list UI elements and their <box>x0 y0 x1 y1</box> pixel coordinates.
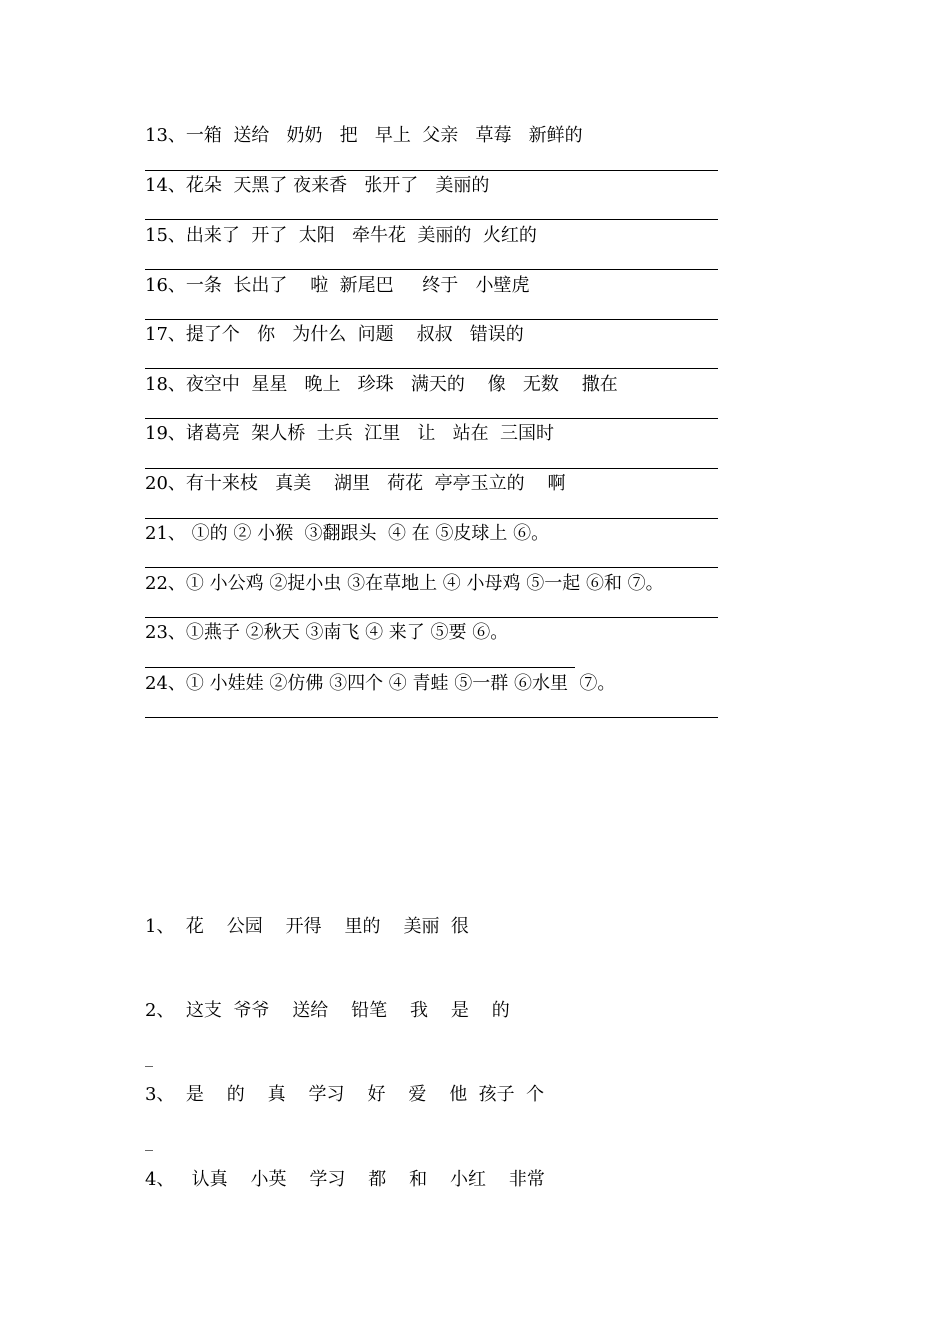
word-list: 夜空中 星星 晚上 珍珠 满天的 像 无数 撒在 <box>185 374 618 395</box>
item-number: 18、 <box>145 374 186 395</box>
answer-line <box>145 468 718 469</box>
sentence-21 <box>145 522 549 546</box>
word-list: 认真 小英 学习 都 和 小红 非常 <box>174 1169 545 1190</box>
word-list: ①的 ② 小猴 ③翻跟头 ④ 在 ⑤皮球上 ⑥。 <box>185 523 550 544</box>
item-number: 2、 <box>145 1000 175 1021</box>
item-number: 13、 <box>145 125 186 146</box>
sentence-19 <box>145 422 554 446</box>
sentence-14 <box>145 174 489 198</box>
answer-dash: _ <box>145 1048 153 1067</box>
sentence-18 <box>145 373 618 397</box>
answer-line <box>145 667 575 668</box>
word-list: 花朵 天黑了 夜来香 张开了 美丽的 <box>185 175 490 196</box>
word-list: 是 的 真 学习 好 爱 他 孩子 个 <box>174 1084 545 1105</box>
item-number: 3、 <box>145 1084 175 1105</box>
word-list: 诸葛亮 架人桥 士兵 江里 让 站在 三国时 <box>185 423 555 444</box>
answer-line <box>145 368 718 369</box>
item-number: 1、 <box>145 916 175 937</box>
answer-line <box>145 170 718 171</box>
item-number: 24、 <box>145 673 186 694</box>
answer-line <box>145 617 718 618</box>
item-number: 23、 <box>145 622 186 643</box>
sentence-4 <box>145 1168 545 1192</box>
word-list: 出来了 开了 太阳 牵牛花 美丽的 火红的 <box>185 225 537 246</box>
sentence-15 <box>145 224 537 248</box>
answer-dash: _ <box>145 1132 153 1151</box>
item-number: 22、 <box>145 573 186 594</box>
word-list: 一箱 送给 奶奶 把 早上 父亲 草莓 新鲜的 <box>185 125 583 146</box>
word-list: ① 小娃娃 ②仿佛 ③四个 ④ 青蛙 ⑤一群 ⑥水里 ⑦。 <box>185 673 616 694</box>
item-number: 21、 <box>145 523 186 544</box>
sentence-2 <box>145 999 510 1023</box>
answer-line <box>145 518 718 519</box>
sentence-22 <box>145 572 664 596</box>
item-number: 4、 <box>145 1169 175 1190</box>
word-list: 这支 爷爷 送给 铅笔 我 是 的 <box>174 1000 510 1021</box>
sentence-13 <box>145 124 583 148</box>
word-list: 花 公园 开得 里的 美丽 很 <box>174 916 469 937</box>
word-list: ①燕子 ②秋天 ③南飞 ④ 来了 ⑤要 ⑥。 <box>185 622 509 643</box>
item-number: 19、 <box>145 423 186 444</box>
answer-line <box>145 567 718 568</box>
item-number: 15、 <box>145 225 186 246</box>
sentence-20 <box>145 472 565 496</box>
answer-line <box>145 319 718 320</box>
sentence-3 <box>145 1083 544 1107</box>
sentence-17 <box>145 323 524 347</box>
sentence-16 <box>145 274 529 298</box>
answer-line <box>145 219 718 220</box>
answer-line <box>145 418 718 419</box>
item-number: 20、 <box>145 473 186 494</box>
answer-line <box>145 717 718 718</box>
answer-line <box>145 269 718 270</box>
sentence-24 <box>145 672 615 696</box>
word-list: 一条 长出了 啦 新尾巴 终于 小壁虎 <box>185 275 530 296</box>
item-number: 16、 <box>145 275 186 296</box>
word-list: 有十来枝 真美 湖里 荷花 亭亭玉立的 啊 <box>185 473 566 494</box>
item-number: 14、 <box>145 175 186 196</box>
word-list: 提了个 你 为什么 问题 叔叔 错误的 <box>185 324 524 345</box>
word-list: ① 小公鸡 ②捉小虫 ③在草地上 ④ 小母鸡 ⑤一起 ⑥和 ⑦。 <box>185 573 664 594</box>
sentence-1 <box>145 915 469 939</box>
item-number: 17、 <box>145 324 186 345</box>
sentence-23 <box>145 621 508 645</box>
